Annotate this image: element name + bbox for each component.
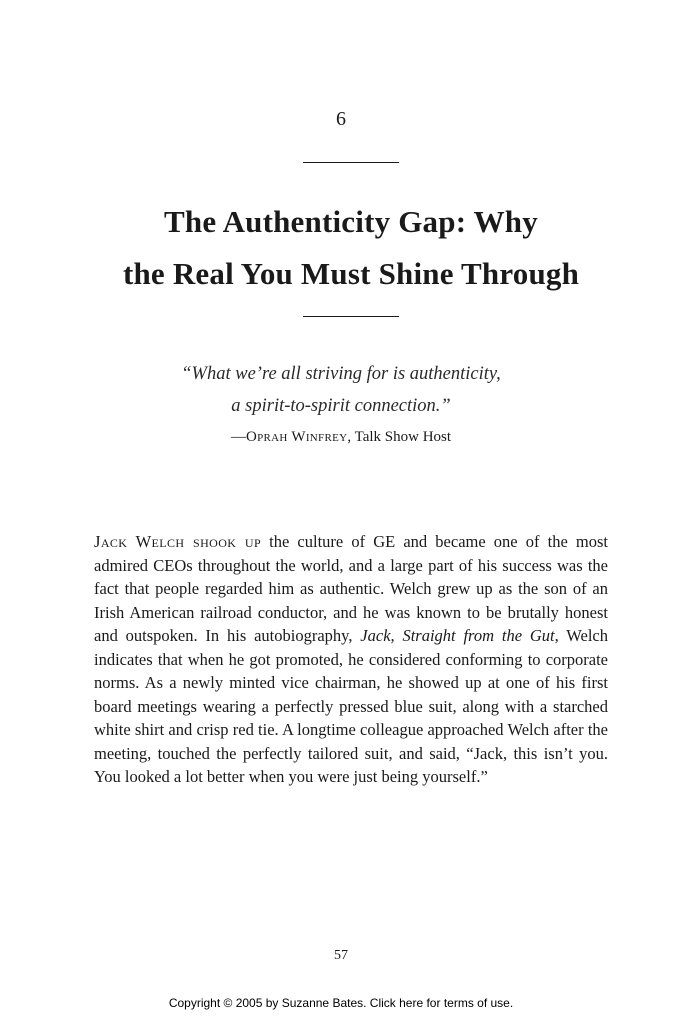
paragraph-text-part-2: , Welch indicates that when he got promoted, he considered conforming to corporate norms. As a newly minted vice chairman, he showed up at one of his first board meetings wearing a perfectly pressed blue suit, along with a starched white shirt and crisp red tie. A longtime colleague approached Welch after the meeting, touched the perfectly tailored suit, and said, “Jack, this isn’t you. You looked a lot better when you were just being yourself.” [94,626,608,786]
chapter-title-line-1: The Authenticity Gap: Why [164,204,538,239]
body-paragraph [94,530,608,789]
epigraph-quote [0,358,682,422]
paragraph-text-part-1: the culture of GE and became one of the most admired CEOs throughout the world, and a large part of his success was the fact that people regarded him as authentic. Welch grew up as the son of an Irish American railroad conductor, and he was known to be brutally honest and outspoken. In his autobiography, [94,532,608,645]
title-bottom-rule [303,316,399,317]
chapter-title-line-2: the Real You Must Shine Through [122,256,580,291]
paragraph-lead-in: Jack Welch shook up [94,532,262,551]
attribution-author: Oprah Winfrey [245,429,348,445]
chapter-number: 6 [336,108,346,130]
title-top-rule [303,162,399,163]
epigraph-attribution [0,429,682,446]
epigraph-line-1: “What we’re all striving for is authenticity, [181,364,501,384]
attribution-role: , Talk Show Host [347,429,452,445]
chapter-title [60,196,642,300]
page-number: 57 [334,948,348,963]
epigraph-line-2: a spirit-to-spirit connection.” [231,396,451,416]
attribution-dash: — [230,429,246,445]
book-title: Jack, Straight from the Gut [360,626,555,645]
copyright-terms-link[interactable]: Copyright © 2005 by Suzanne Bates. Click here for terms of use. [168,996,514,1010]
